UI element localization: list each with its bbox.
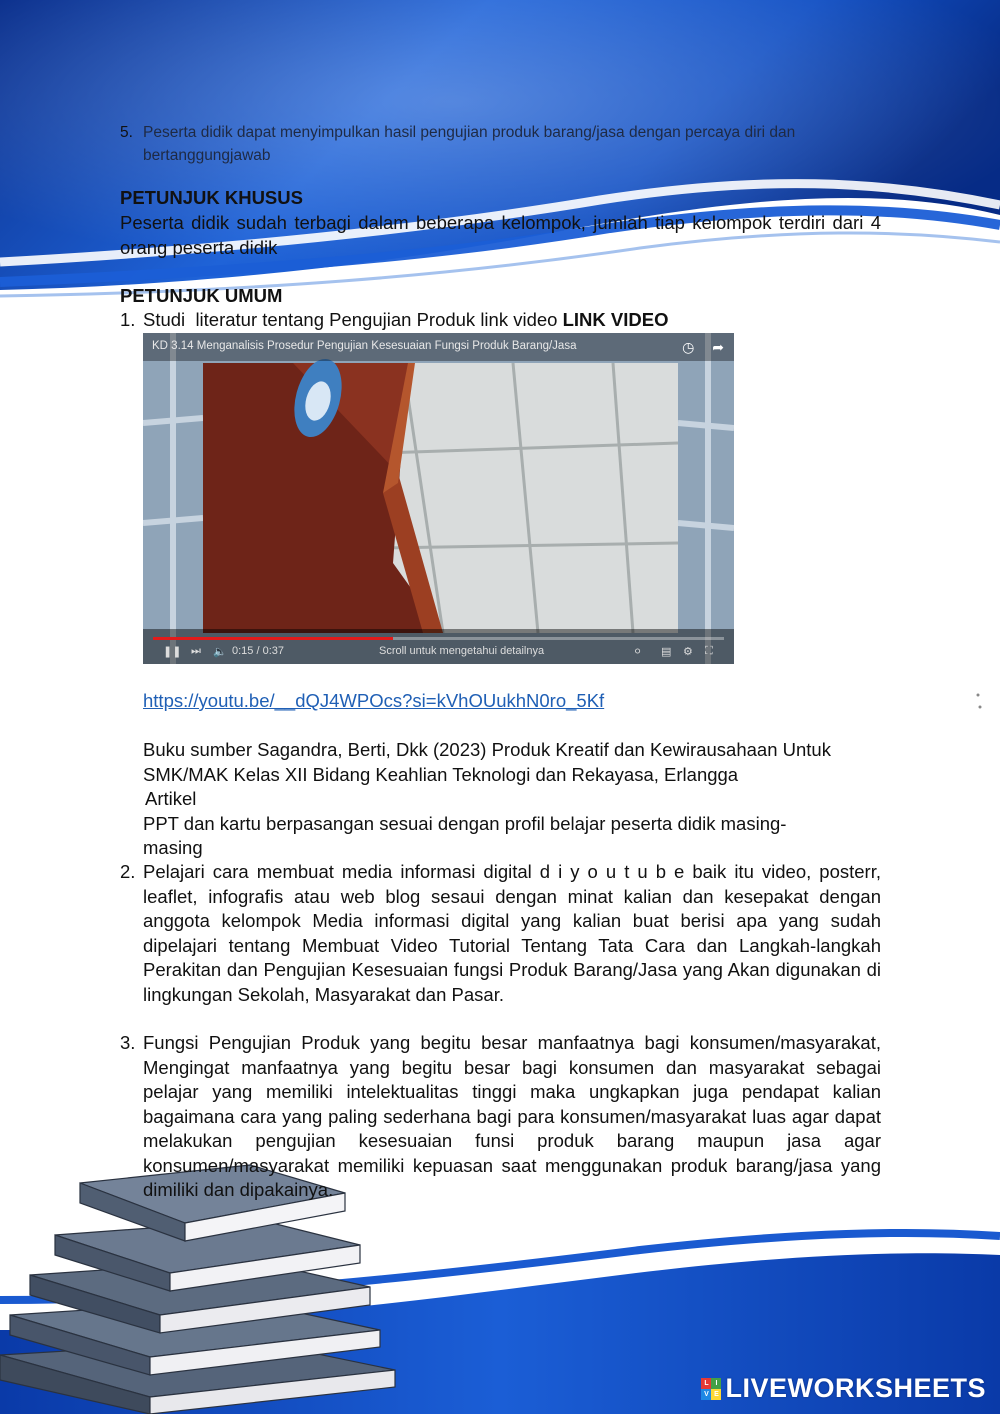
video-progress-played [153, 637, 393, 640]
liveworksheets-brand: LIVEWORKSHEETS [725, 1373, 986, 1403]
watch-later-icon[interactable]: ◷ [682, 339, 695, 355]
liveworksheets-watermark [701, 1373, 986, 1404]
petunjuk-umum-heading: PETUNJUK UMUM [120, 285, 283, 306]
settings-gear-icon[interactable]: ⚙ [683, 646, 693, 658]
liveworksheets-logo-icon: L I V E [701, 1378, 721, 1400]
video-player[interactable] [143, 333, 734, 664]
item2-number: 2. [120, 861, 136, 882]
objective-text: Peserta didik dapat menyimpulkan hasil pengujian produk barang/jasa dengan percaya diri dan bertanggungjawab [143, 124, 796, 164]
autoplay-toggle-icon[interactable]: ⚪ [633, 646, 643, 658]
petunjuk-khusus-text: Peserta didik sudah terbagi dalam beberapa kelompok, jumlah tiap kelompok terdiri dari 4 orang peserta didik [120, 212, 881, 258]
video-controls [143, 643, 734, 663]
video-top-icons [668, 339, 724, 356]
youtube-link[interactable]: https://youtu.be/__dQJ4WPOcs?si=kVhOUukhN0ro_5Kf [143, 690, 605, 711]
pause-icon[interactable]: ❚❚ [163, 646, 182, 658]
artikel-label: Artikel [145, 788, 197, 809]
item3-text: Fungsi Pengujian Produk yang begitu besar manfaatnya bagi konsumen/masyarakat, Mengingat manfaatnya yang begitu besar bagi konsumen dan masyarakat sebagai pelajar yang memiliki intelektualitas tinggi maka ungkapkan juga pendapat kalian bagaimana cara yang paling sederhana bagi para konsumen/masyarakat luas agar dapat melakukan pengujian kesesuaian funsi produk barang maupun jasa agar konsumen/masyarakat memiliki kepuasan saat menggunakan produk barang/jasa yang dimiliki dan dipakainya. [143, 1032, 881, 1200]
item3-number: 3. [120, 1032, 136, 1053]
subtitles-icon[interactable]: ▤ [661, 646, 672, 658]
video-time: 0:15 / 0:37 [232, 645, 284, 657]
volume-icon[interactable]: 🔈 [213, 646, 227, 658]
ppt-line1: PPT dan kartu berpasangan sesuai dengan profil belajar peserta didik masing- [143, 813, 787, 834]
link-video-label: LINK VIDEO [562, 309, 669, 330]
item1-text: Studi literatur tentang Pengujian Produk link video LINK VIDEO [143, 309, 669, 330]
video-progress-bar[interactable] [153, 637, 724, 640]
petunjuk-khusus-heading: PETUNJUK KHUSUS [120, 187, 303, 208]
next-icon[interactable]: ⏭ [191, 645, 201, 657]
video-frame [143, 333, 734, 664]
video-title: KD 3.14 Menganalisis Prosedur Pengujian Kesesuaian Fungsi Produk Barang/Jasa [152, 340, 577, 352]
book-source-line1: Buku sumber Sagandra, Berti, Dkk (2023) Produk Kreatif dan Kewirausahaan Untuk [143, 739, 831, 760]
item2-text: Pelajari cara membuat media informasi digital d i y o u t u b e baik itu video, posterr, leaflet, infografis atau web blog sesaui dengan minat kalian dan kesepakat dengan anggota kelompok Media informasi digital yang kalian buat berisi apa yang sudah dipelajari tentang Membuat Video Tutorial Tentang Tata Cara dan Langkah-langkah Perakitan dan Pengujian Kesesuaian fungsi Produk Barang/Jasa yang Akan digunakan di lingkungan Sekolah, Masyarakat dan Pasar. [143, 861, 881, 1005]
item1-number: 1. [120, 309, 136, 330]
scroll-hint: Scroll untuk mengetahui detailnya [379, 645, 545, 657]
ppt-line2: masing [143, 837, 203, 858]
book-source-line2: SMK/MAK Kelas XII Bidang Keahlian Teknologi dan Rekayasa, Erlangga [143, 764, 739, 785]
objective-number: 5. [120, 124, 133, 141]
fullscreen-icon[interactable]: ⛶ [705, 645, 713, 657]
share-icon[interactable]: ➦ [712, 339, 724, 355]
